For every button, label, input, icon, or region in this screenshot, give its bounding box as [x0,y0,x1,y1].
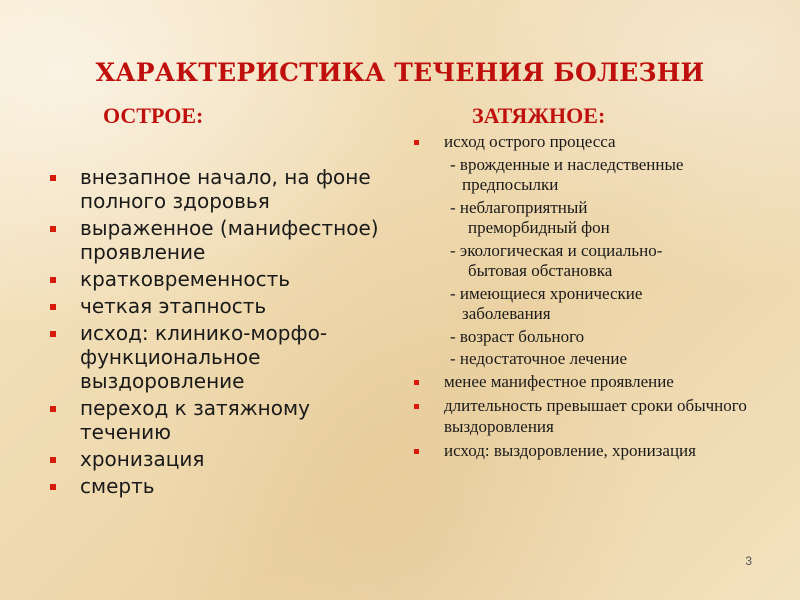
list-item-text: исход: выздоровление, хронизация [444,441,696,460]
bullet-icon [50,277,56,283]
bullet-icon [50,457,56,463]
sub-item-continuation: заболевания [462,304,551,323]
bullet-icon [414,140,419,145]
list-item [50,165,395,213]
list-item-text: исход: клинико-морфо-функциональное выздоровление [80,321,328,393]
sub-item [414,198,794,239]
list-item [50,447,395,471]
list-item [414,372,794,393]
prolonged-column-header: ЗАТЯЖНОЕ: [472,103,606,128]
list-item [414,396,794,437]
list-item [50,396,395,444]
bullet-icon [50,406,56,412]
list-item-text: четкая этапность [80,294,267,318]
list-item-text: переход к затяжному течению [80,396,310,444]
list-item-text: кратковременность [80,267,290,291]
bullet-icon [414,404,419,409]
list-item [50,474,395,498]
sub-item [414,284,794,325]
bullet-icon [50,304,56,310]
prolonged-list [414,132,794,466]
sub-item-text: - неблагоприятный [450,197,588,217]
sub-item-text: - врожденные и наследственные [450,154,684,174]
slide-title: ХАРАКТЕРИСТИКА ТЕЧЕНИЯ БОЛЕЗНИ [95,58,705,87]
sub-item-continuation: преморбидный фон [468,218,610,237]
acute-list [50,165,395,501]
sub-item-text: - недостаточное лечение [450,349,628,368]
list-item [50,216,395,264]
page-number: 3 [745,554,752,568]
list-item-text: внезапное начало, на фоне полного здоровья [80,165,371,213]
list-item [414,441,794,462]
bullet-icon [50,175,56,181]
bullet-icon [50,484,56,490]
list-item-text: смерть [80,474,155,498]
bullet-icon [50,331,56,337]
list-item-text: менее манифестное проявление [444,371,674,391]
sub-item [414,327,794,348]
sub-item-continuation: предпосылки [462,175,559,194]
list-item-text: хронизация [80,447,205,471]
sub-item [414,155,794,196]
acute-column-header: ОСТРОЕ: [103,103,204,128]
sub-item [414,349,794,370]
list-item-text: исход острого процесса [444,132,616,151]
list-item [50,294,395,318]
list-item [414,132,794,153]
sub-item [414,241,794,282]
sub-item-continuation: бытовая обстановка [468,261,613,280]
list-item [50,267,395,291]
list-item-text: выраженное (манифестное) проявление [80,216,379,264]
list-item [50,321,395,393]
sub-item-text: - имеющиеся хронические [450,283,643,303]
bullet-icon [414,449,419,454]
sub-item-text: - экологическая и социально- [450,240,663,260]
bullet-icon [414,380,419,385]
bullet-icon [50,226,56,232]
sub-item-text: - возраст больного [450,326,585,346]
list-item-text: длительность превышает сроки обычного выздоровления [444,396,747,436]
